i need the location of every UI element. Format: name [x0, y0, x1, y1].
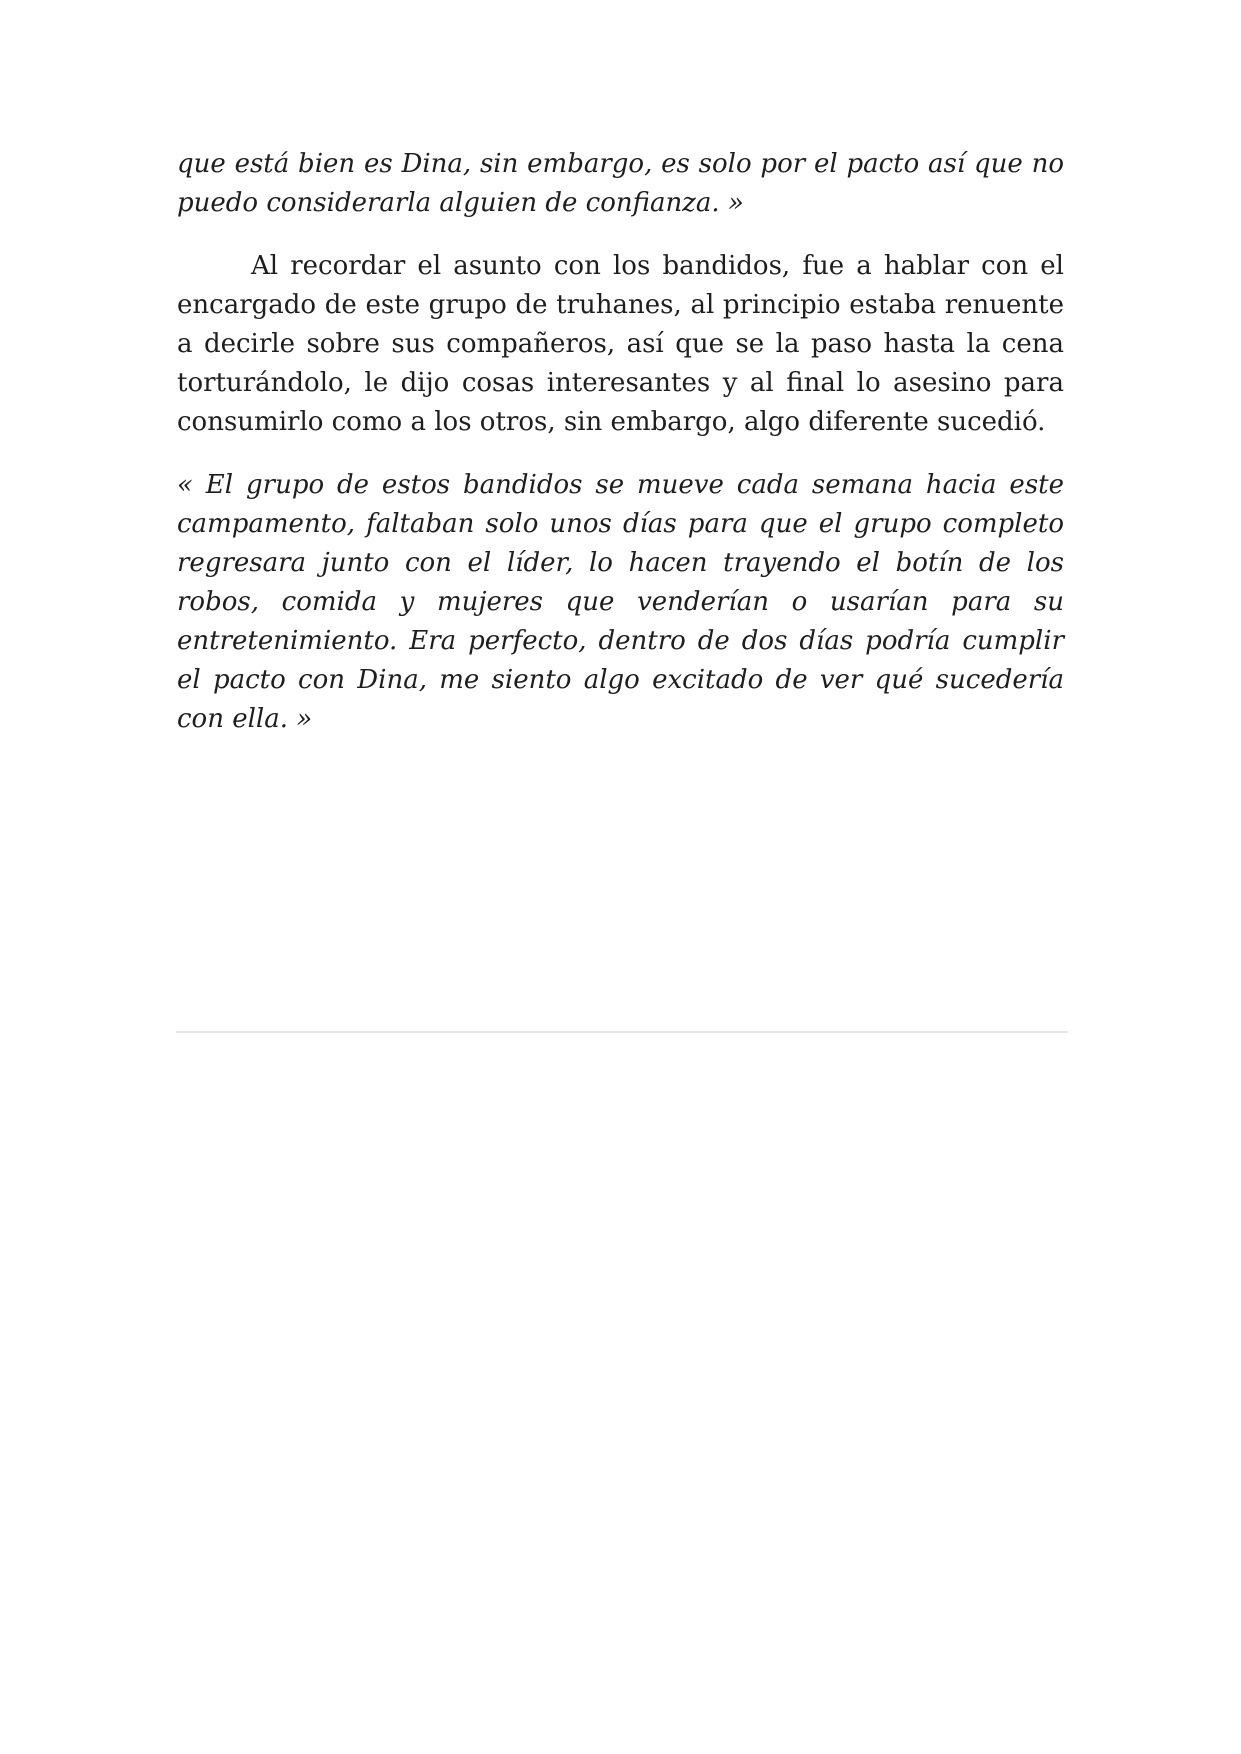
footer-divider: [176, 1031, 1068, 1033]
paragraph-thought-continuation: que está bien es Dina, sin embargo, es solo por el pacto así que no puedo considerarla alguien de confianza. »: [177, 149, 1064, 218]
body-text: [177, 145, 1064, 739]
paragraph-thought-quote: « El grupo de estos bandidos se mueve cada semana hacia este campamento, faltaban solo unos días para que el grupo completo regresara junto con el líder, lo hacen trayendo el botín de los robos, comida y mujeres que venderían o usarían para su entretenimiento. Era perfecto, dentro de dos días podría cumplir el pacto con Dina, me siento algo excitado de ver qué sucedería con ella. »: [177, 470, 1064, 734]
paragraph-narration: Al recordar el asunto con los bandidos, fue a hablar con el encargado de este grupo de truhanes, al principio estaba renuente a decirle sobre sus compañeros, así que se la paso hasta la cena torturándolo, le dijo cosas interesantes y al final lo asesino para consumirlo como a los otros, sin embargo, algo diferente sucedió.: [177, 251, 1064, 437]
